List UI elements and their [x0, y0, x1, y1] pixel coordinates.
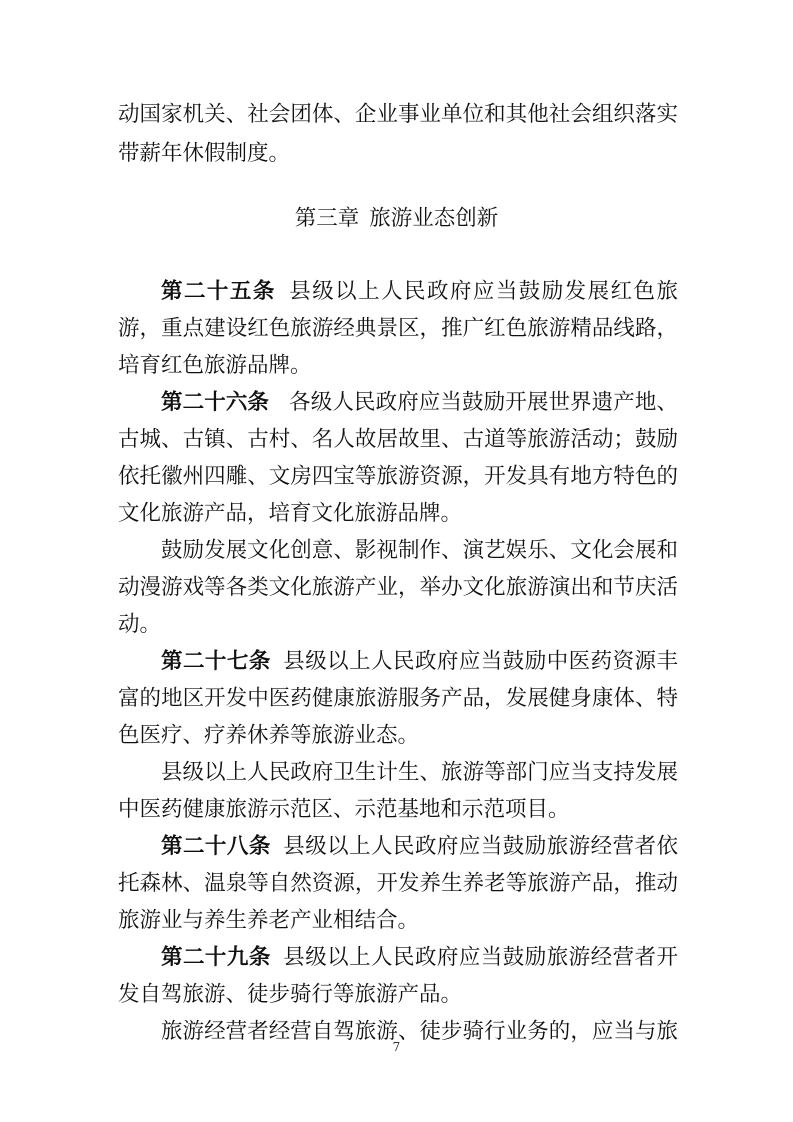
- paragraph-line: 中医药健康旅游示范区、示范基地和示范项目。: [118, 797, 570, 822]
- article-label: 第二十七条: [161, 649, 271, 674]
- article-text: 各级人民政府应当鼓励开展世界遗产地、: [289, 390, 678, 415]
- article-label: 第二十八条: [161, 834, 271, 859]
- paragraph-line: 富的地区开发中医药健康旅游服务产品，发展健身康体、特: [118, 686, 678, 711]
- article-text: 县级以上人民政府应当鼓励旅游经营者开: [282, 945, 678, 970]
- paragraph-line: 旅游业与养生养老产业相结合。: [118, 908, 420, 933]
- paragraph-line: 县级以上人民政府卫生计生、旅游等部门应当支持发展: [161, 760, 678, 785]
- paragraph-line: 游，重点建设红色旅游经典景区，推广红色旅游精品线路，: [118, 316, 678, 341]
- paragraph-line: 动漫游戏等各类文化旅游产业，举办文化旅游演出和节庆活: [118, 575, 678, 600]
- article-label: 第二十六条: [161, 390, 270, 415]
- article-label: 第二十九条: [161, 945, 271, 970]
- article-text: 县级以上人民政府应当鼓励旅游经营者依: [282, 834, 678, 859]
- paragraph-line: 发自驾旅游、徒步骑行等旅游产品。: [118, 982, 463, 1007]
- chapter-number: 第三章: [294, 206, 360, 231]
- paragraph-line: 文化旅游产品，培育文化旅游品牌。: [118, 501, 463, 526]
- paragraph-line: 带薪年休假制度。: [118, 141, 291, 166]
- paragraph-line: 依托徽州四雕、文房四宝等旅游资源，开发具有地方特色的: [118, 464, 678, 489]
- article-first-line: [161, 831, 678, 863]
- paragraph-line: 鼓励发展文化创意、影视制作、演艺娱乐、文化会展和: [161, 538, 678, 563]
- paragraph-line: 动。: [118, 612, 162, 637]
- paragraph-line: 培育红色旅游品牌。: [118, 353, 312, 378]
- article-first-line: [161, 387, 678, 419]
- paragraph-line: 古城、古镇、古村、名人故居故里、古道等旅游活动；鼓励: [118, 427, 678, 452]
- article-label: 第二十五条: [161, 279, 276, 304]
- chapter-heading: [0, 203, 793, 235]
- paragraph-line: 旅游经营者经营自驾旅游、徒步骑行业务的，应当与旅: [161, 1019, 678, 1044]
- article-text: 县级以上人民政府应当鼓励发展红色旅: [287, 279, 678, 304]
- article-first-line: [161, 276, 678, 308]
- page-number: 7: [392, 1040, 401, 1054]
- article-text: 县级以上人民政府应当鼓励中医药资源丰: [282, 649, 678, 674]
- paragraph-line: 色医疗、疗养休养等旅游业态。: [118, 723, 420, 748]
- article-first-line: [161, 942, 678, 974]
- article-first-line: [161, 646, 678, 678]
- paragraph-line: 托森林、温泉等自然资源，开发养生养老等旅游产品，推动: [118, 871, 678, 896]
- chapter-title: 旅游业态创新: [369, 206, 499, 231]
- paragraph-line: 动国家机关、社会团体、企业事业单位和其他社会组织落实: [118, 102, 678, 127]
